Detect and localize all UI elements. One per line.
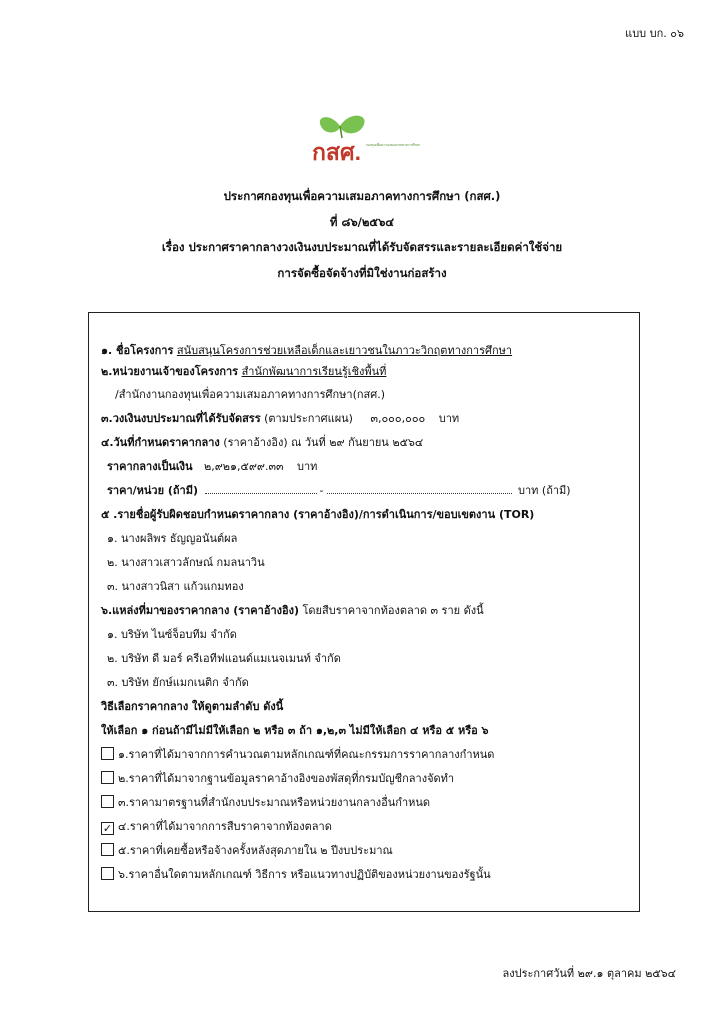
- median-price-row: [107, 459, 317, 475]
- heading-line-2: ที่ ๘๖/๒๕๖๔: [329, 214, 395, 229]
- company-3: ๓. บริษัท ยักษ์แมกเนติก จำกัด: [107, 676, 249, 689]
- per-unit-separator: -: [319, 484, 324, 497]
- item2-row: [101, 364, 386, 380]
- per-unit-suffix: บาท (ถ้ามี): [518, 484, 571, 497]
- option-4-text: ๔.ราคาที่ได้มาจากการสืบราคาจากท้องตลาด: [118, 820, 332, 833]
- item2-label: ๒.หน่วยงานเจ้าของโครงการ: [101, 365, 239, 378]
- option-4-checkbox[interactable]: ✓: [102, 822, 113, 835]
- content-frame: [88, 312, 640, 912]
- person-3: ๓. นางสาวนิสา แก้วแกมทอง: [107, 580, 244, 593]
- option-2-text: ๒.ราคาที่ได้มาจากฐานข้อมูลราคาอ้างอิงของพัสดุที่กรมบัญชีกลางจัดทำ: [118, 772, 455, 785]
- per-unit-row: [107, 483, 571, 499]
- option-5-checkbox[interactable]: [101, 843, 114, 856]
- gsf-logo: [310, 108, 420, 166]
- budget-unit: บาท: [438, 412, 460, 425]
- option-4: [101, 819, 332, 835]
- item3-label: ๓.วงเงินงบประมาณที่ได้รับจัดสรร: [101, 412, 261, 425]
- item5-label: ๕ .รายชื่อผู้รับผิดชอบกำหนดราคากลาง (ราคาอ้างอิง)/การดำเนินการ/ขอบเขตงาน (TOR): [101, 508, 535, 521]
- option-1: [101, 747, 494, 763]
- per-unit-dots-1: [205, 483, 317, 494]
- method-rule: ให้เลือก ๑ ก่อนถ้ามีไม่มีให้เลือก ๒ หรือ ๓ ถ้า ๑,๒,๓ ไม่มีให้เลือก ๔ หรือ ๕ หรือ ๖: [101, 724, 489, 737]
- item6-label: ๖.แหล่งที่มาของราคากลาง (ราคาอ้างอิง): [101, 604, 299, 617]
- option-2-checkbox[interactable]: [101, 771, 114, 784]
- document-heading: [0, 184, 724, 286]
- per-unit-dots-2: [327, 483, 512, 494]
- option-2: [101, 771, 454, 787]
- item3-row: [101, 411, 459, 427]
- form-code: แบบ บก. ๐๖: [625, 27, 684, 40]
- svg-text:กสศ.: กสศ.: [312, 139, 361, 165]
- median-price-label: ราคากลางเป็นเงิน: [107, 460, 193, 473]
- median-price-value: ๒,๙๒๑,๕๙๙.๓๓: [203, 460, 284, 473]
- item1-label: ๑. ชื่อโครงการ: [101, 344, 174, 357]
- option-3: [101, 795, 430, 811]
- heading-line-4: การจัดซื้อจัดจ้างที่มิใช่งานก่อสร้าง: [277, 265, 447, 280]
- announcement-date: ลงประกาศวันที่ ๒๙.๑ ตุลาคม ๒๕๖๔: [502, 967, 676, 980]
- heading-line-1: ประกาศกองทุนเพื่อความเสมอภาคทางการศึกษา (กสศ.): [223, 189, 501, 203]
- option-1-checkbox[interactable]: [101, 747, 114, 760]
- person-1: ๑. นางผลิพร ธัญญอนันต์ผล: [107, 532, 238, 545]
- svg-text:กองทุนเพื่อความเสมอภาคทางการศึ: กองทุนเพื่อความเสมอภาคทางการศึกษา: [366, 143, 420, 147]
- owner-unit: สำนักพัฒนาการเรียนรู้เชิงพื้นที่: [241, 365, 387, 378]
- item6-row: [101, 603, 484, 619]
- item6-note: โดยสืบราคาจากท้องตลาด ๓ ราย ดังนี้: [302, 604, 484, 617]
- option-6-checkbox[interactable]: [101, 867, 114, 880]
- item1-row: [101, 343, 512, 359]
- method-title: วิธีเลือกราคากลาง ให้ดูตามลำดับ ดังนี้: [101, 700, 284, 713]
- option-5-text: ๕.ราคาที่เคยซื้อหรือจ้างครั้งหลังสุดภายใน ๒ ปีงบประมาณ: [118, 844, 393, 857]
- item4-row: [101, 435, 423, 451]
- budget-amount: ๓,๐๐๐,๐๐๐: [370, 412, 426, 425]
- option-3-checkbox[interactable]: [101, 795, 114, 808]
- option-3-text: ๓.ราคามาตรฐานที่สำนักงบประมาณหรือหน่วยงานกลางอื่นกำหนด: [118, 796, 431, 809]
- heading-line-3: เรื่อง ประกาศราคากลางวงเงินงบประมาณที่ได้รับจัดสรรและรายละเอียดค่าใช้จ่าย: [161, 240, 563, 254]
- company-2: ๒. บริษัท ดี มอร์ ครีเอทีฟแอนด์แมเนจเมนท์ จำกัด: [107, 652, 341, 665]
- option-5: [101, 843, 393, 859]
- company-1: ๑. บริษัท ไนซ์จ็อบทีม จำกัด: [107, 628, 237, 641]
- option-1-text: ๑.ราคาที่ได้มาจากการคำนวณตามหลักเกณฑ์ที่คณะกรรมการราคากลางกำหนด: [118, 748, 495, 761]
- item3-note: (ตามประกาศแผน): [264, 412, 353, 425]
- item4-note: (ราคาอ้างอิง) ณ วันที่ ๒๙ กันยายน ๒๕๖๔: [223, 436, 424, 449]
- owner-unit-line2: /สำนักงานกองทุนเพื่อความเสมอภาคทางการศึกษา(กสศ.): [115, 388, 385, 401]
- project-name: สนับสนุนโครงการช่วยเหลือเด็กและเยาวชนในภาวะวิกฤตทางการศึกษา: [176, 344, 513, 357]
- option-6-text: ๖.ราคาอื่นใดตามหลักเกณฑ์ วิธีการ หรือแนวทางปฏิบัติของหน่วยงานของรัฐนั้น: [118, 868, 491, 881]
- person-2: ๒. นางสาวเสาวลักษณ์ กมลนาวิน: [107, 556, 265, 569]
- per-unit-label: ราคา/หน่วย (ถ้ามี): [107, 484, 199, 497]
- median-price-unit: บาท: [297, 460, 318, 473]
- option-6: [101, 867, 491, 883]
- item4-label: ๔.วันที่กำหนดราคากลาง: [101, 436, 220, 449]
